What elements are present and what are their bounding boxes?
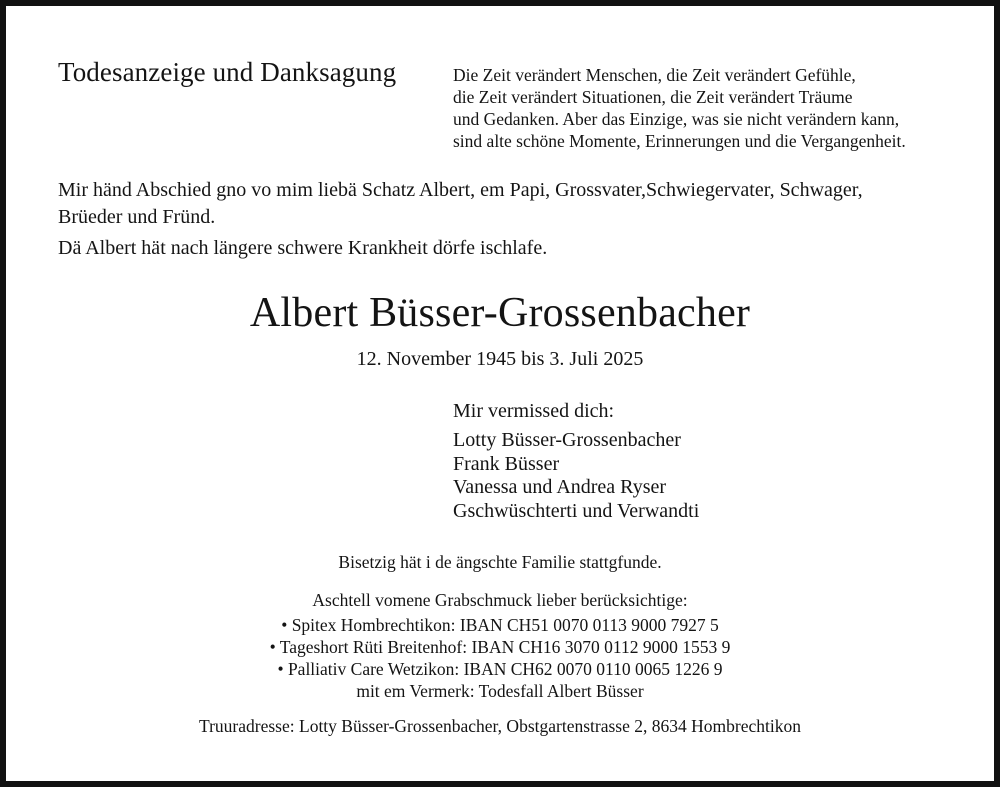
farewell-line: Mir händ Abschied gno vo mim liebä Schatz Albert, em Papi, Grossvater,Schwiegervater, Schwager,	[58, 179, 863, 201]
deceased-name: Albert Büsser-Grossenbacher	[249, 290, 751, 336]
donation-note: mit em Vermerk: Todesfall Albert Büsser	[356, 681, 644, 701]
mourners-list	[453, 429, 699, 523]
memorial-quote	[453, 64, 906, 152]
quote-line: sind alte schöne Momente, Erinnerungen und die Vergangenheit.	[453, 131, 906, 151]
illness-sentence: Dä Albert hät nach längere schwere Krankheit dörfe ischlafe.	[58, 237, 548, 259]
mourner-name: Frank Büsser	[453, 452, 560, 475]
farewell-paragraph	[58, 177, 958, 231]
quote-line: und Gedanken. Aber das Einzige, was sie nicht verändern kann,	[453, 109, 900, 129]
mourner-name: Gschwüschterti und Verwandti	[453, 499, 700, 522]
quote-line: die Zeit verändert Situationen, die Zeit verändert Träume	[453, 87, 853, 107]
donation-item: • Palliativ Care Wetzikon: IBAN CH62 0070 0110 0065 1226 9	[277, 659, 723, 679]
mourner-name: Lotty Büsser-Grossenbacher	[453, 429, 681, 451]
mourner-name: Vanessa und Andrea Ryser	[453, 476, 667, 498]
notice-title: Todesanzeige und Danksagung	[58, 57, 397, 87]
life-dates: 12. November 1945 bis 3. Juli 2025	[356, 348, 644, 370]
quote-line: Die Zeit verändert Menschen, die Zeit verändert Gefühle,	[453, 65, 856, 85]
funeral-note: Bisetzig hät i de ängschte Familie stattgfunde.	[338, 552, 662, 572]
donation-list	[6, 614, 994, 702]
donation-intro: Aschtell vomene Grabschmuck lieber berücksichtige:	[312, 590, 688, 610]
mourners-heading: Mir vermissed dich:	[453, 400, 615, 422]
mourning-address: Truuradresse: Lotty Büsser-Grossenbacher, Obstgartenstrasse 2, 8634 Hombrechtikon	[199, 716, 801, 736]
farewell-line: Brüeder und Fründ.	[58, 206, 216, 228]
donation-item: • Tageshort Rüti Breitenhof: IBAN CH16 3070 0112 9000 1553 9	[269, 637, 731, 657]
donation-item: • Spitex Hombrechtikon: IBAN CH51 0070 0113 9000 7927 5	[281, 615, 719, 635]
